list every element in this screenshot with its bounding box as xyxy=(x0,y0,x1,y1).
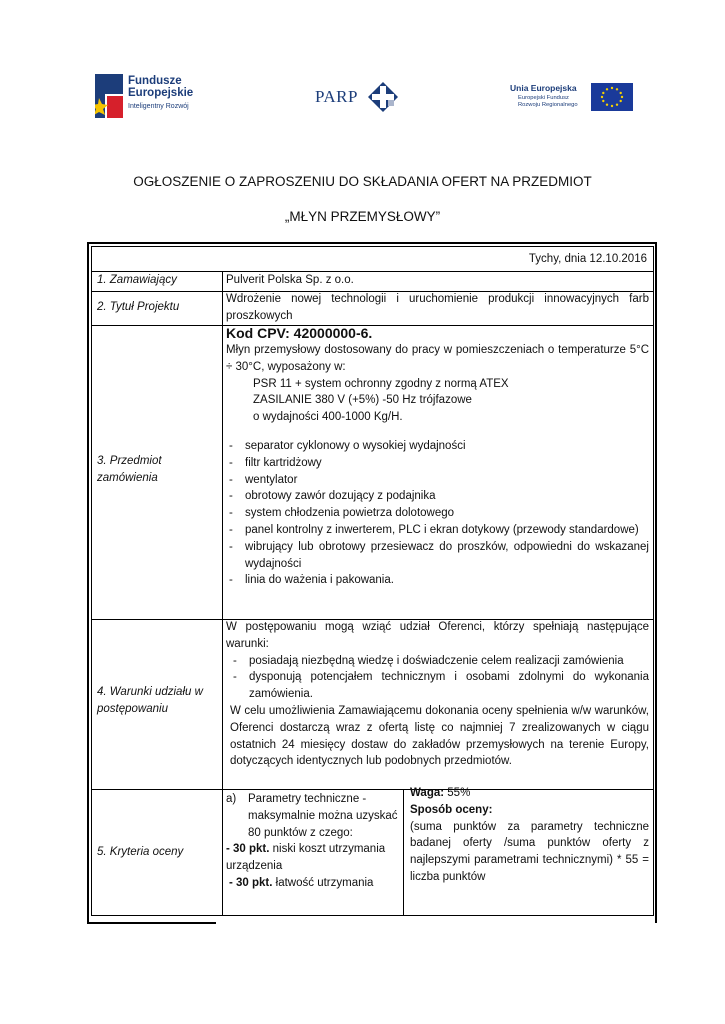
przedmiot-specs: PSR 11 + system ochronny zgodny z normą ATEX ZASILANIE 380 V (+5%) -50 Hz trójfazowe o wydajności 400-1000 Kg/H. xyxy=(253,377,509,424)
list-item: - obrotowy zawór dozujący z podajnika xyxy=(226,488,649,505)
kryteria-waga: Waga: 55% Sposób oceny: (suma punktów za parametry techniczne badanej oferty /suma punktów oferty z najlepszymi parametrami technicznymi) * 55 = liczba punktów xyxy=(410,787,649,883)
unia-europejska-logo: Unia Europejska Europejski Fundusz Rozwoju Regionalnego xyxy=(510,80,635,115)
equipment-list xyxy=(226,438,649,589)
list-item: - separator cyklonowy o wysokiej wydajności xyxy=(226,438,649,455)
list-item: - panel kontrolny z inwerterem, PLC i ekran dotykowy (przewody standardowe) xyxy=(226,522,649,539)
list-item: - wentylator xyxy=(226,472,649,489)
value-tytul-projektu: Wdrożenie nowej technologii i uruchomienie produkcji innowacyjnych farb proszkowych xyxy=(226,293,649,322)
list-item: - linia do ważenia i pakowania. xyxy=(226,572,649,589)
form-table xyxy=(91,246,654,916)
warunki-intro: W postępowaniu mogą wziąć udział Oferenci, którzy spełniają następujące warunki: xyxy=(226,621,649,650)
value-zamawiajacy: Pulverit Polska Sp. z o.o. xyxy=(226,274,354,286)
przedmiot-zamowienia-content xyxy=(226,325,649,589)
parp-emblem-icon xyxy=(368,82,398,112)
fundusze-europejskie-subtitle: Inteligentny Rozwój xyxy=(128,103,189,110)
przedmiot-intro: Młyn przemysłowy dostosowany do pracy w pomieszczeniach o temperaturze 5°C ÷ 30°C, wyposażony w: xyxy=(226,344,649,373)
table-frame-bottom xyxy=(87,922,216,924)
label-zamawiajacy: 1. Zamawiający xyxy=(97,274,177,286)
document-title: OGŁOSZENIE O ZAPROSZENIU DO SKŁADANIA OFERT NA PRZEDMIOT xyxy=(133,174,592,189)
cpv-code: Kod CPV: 42000000-6. xyxy=(226,325,373,341)
label-tytul-projektu: 2. Tytuł Projektu xyxy=(97,301,180,313)
list-item: - wibrujący lub obrotowy przesiewacz do proszków, odpowiedni do wskazanej wydajności xyxy=(226,539,649,573)
fundusze-europejskie-text: Fundusze Europejskie xyxy=(128,75,194,99)
list-item: - posiadają niezbędną wiedzę i doświadczenie celem realizacji zamówienia xyxy=(230,653,649,670)
document-subtitle: „MŁYN PRZEMYSŁOWY” xyxy=(284,209,441,224)
kryteria-parametry: a) Parametry techniczne - maksymalnie można uzyskać 80 punktów z czego: - 30 pkt. niski koszt utrzymania urządzenia - 30 pkt. łatwość utrzymania xyxy=(226,793,398,889)
fundusze-europejskie-emblem-icon xyxy=(95,74,125,118)
label-warunki-udzialu: 4. Warunki udziału w postępowaniu xyxy=(97,686,203,715)
label-kryteria-oceny: 5. Kryteria oceny xyxy=(97,846,184,858)
warunki-udzialu-content xyxy=(226,619,649,770)
fundusze-europejskie-logo xyxy=(95,72,210,122)
label-przedmiot-zamowienia: 3. Przedmiot zamówienia xyxy=(97,455,162,484)
list-item: - system chłodzenia powietrza dolotowego xyxy=(226,505,649,522)
list-item: - filtr kartridżowy xyxy=(226,455,649,472)
warunki-outro: W celu umożliwienia Zamawiającemu dokonania oceny spełnienia w/w warunków, Oferenci dostarczą wraz z ofertą listę co najmniej 7 zrealizowanych w ciągu ostatnich 24 miesięcy dostaw do zakładów przemysłowych na terenie Europy, dotyczących identycznych lub podobnych przedmiotów. xyxy=(230,704,649,768)
warunki-list xyxy=(226,653,649,703)
document-date: Tychy, dnia 12.10.2016 xyxy=(528,253,647,265)
eu-flag-icon xyxy=(591,83,633,111)
list-item: - dysponują potencjałem technicznym i osobami zdolnymi do wykonania zamówienia. xyxy=(230,669,649,703)
parp-logo: PARP xyxy=(315,82,400,112)
